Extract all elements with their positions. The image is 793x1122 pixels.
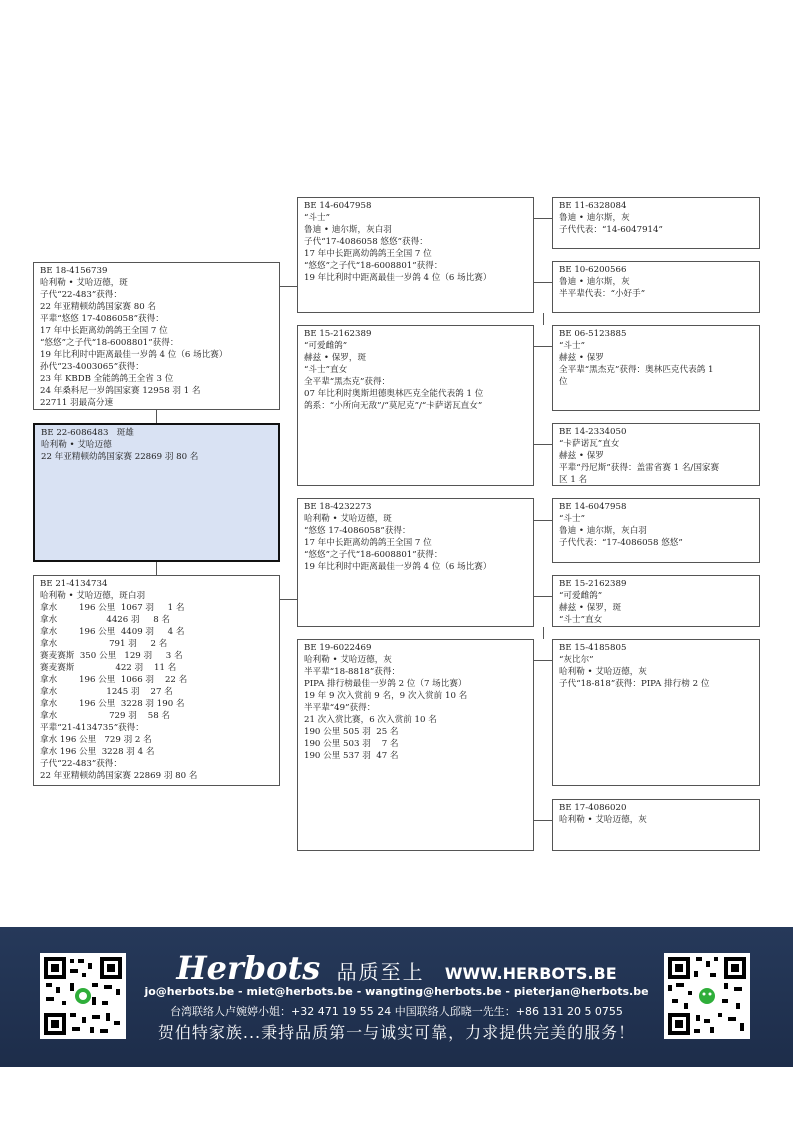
card-line: 区 1 名 xyxy=(559,475,588,485)
dam-sire-card xyxy=(297,498,534,627)
connector xyxy=(156,562,157,575)
card-line: 平辈“悠悠 17-4086058”获得： xyxy=(40,314,164,324)
ring-number: BE 15-4185805 xyxy=(559,643,627,653)
card-line: “斗士” xyxy=(559,514,585,524)
card-line: 17 年中长距离幼鸽鸽王全国 7 位 xyxy=(304,249,432,259)
dds-card xyxy=(552,639,760,786)
card-line: “斗士” xyxy=(304,213,330,223)
card-line: 赫兹 • 保罗，斑 xyxy=(559,603,622,613)
dsd-card xyxy=(552,575,760,627)
card-line: 拿水 196 公里 729 羽 2 名 xyxy=(40,735,152,745)
connector xyxy=(534,346,552,347)
connector xyxy=(534,282,552,283)
card-line: 赫兹 • 保罗 xyxy=(559,353,604,363)
card-line: “斗士”直女 xyxy=(559,615,603,625)
card-line: “悠悠 17-4086058”获得： xyxy=(304,526,411,536)
card-line: “可爱雌鸽” xyxy=(304,341,348,351)
card-line: 鲁迪 • 迪尔斯，灰白羽 xyxy=(304,225,392,235)
card-line: 鲁迪 • 迪尔斯，灰 xyxy=(559,213,630,223)
ring-number: BE 10-6200566 xyxy=(559,265,627,275)
card-line: 拿水 196 公里 1066 羽 22 名 xyxy=(40,675,188,685)
dam-dam-card xyxy=(297,639,534,851)
card-line: 17 年中长距离幼鸽鸽王全国 7 位 xyxy=(40,326,168,336)
slogan: 品质至上 xyxy=(336,960,425,984)
card-line: 半平辈代表：“小好手” xyxy=(559,289,646,299)
ring-number: BE 15-2162389 xyxy=(304,329,372,339)
card-line: 哈利勒 • 艾哈迈德，灰 xyxy=(304,655,392,665)
ring-number: BE 11-6328084 xyxy=(559,201,627,211)
ring-number: BE 06-5123885 xyxy=(559,329,627,339)
card-line: 赫兹 • 保罗，斑 xyxy=(304,353,367,363)
card-line: 21 次入赏比赛，6 次入赏前 10 名 xyxy=(304,715,437,725)
connector xyxy=(534,444,552,445)
card-line: 位 xyxy=(559,377,568,387)
card-line: “悠悠”之子代“18-6008801”获得： xyxy=(304,261,443,271)
connector xyxy=(543,313,544,325)
card-line: 190 公里 537 羽 47 名 xyxy=(304,751,399,761)
sire-sire-card xyxy=(297,197,534,313)
connector xyxy=(280,599,297,600)
dss-card xyxy=(552,498,760,563)
card-line: 拿水 4426 羽 8 名 xyxy=(40,615,171,625)
card-line: 哈利勒 • 艾哈迈德，斑 xyxy=(40,278,128,288)
card-line: 哈利勒 • 艾哈迈德，灰 xyxy=(559,815,647,825)
card-line: 190 公里 503 羽 7 名 xyxy=(304,739,399,749)
card-line: 子代代表：“17-4086058 悠悠” xyxy=(559,538,683,548)
card-line: “悠悠”之子代“18-6008801”获得： xyxy=(40,338,179,348)
brand-row xyxy=(0,949,793,987)
card-line: 赛麦赛斯 422 羽 11 名 xyxy=(40,663,177,673)
sire-card xyxy=(33,262,280,410)
contacts-line: 台湾联络人卢婉婷小姐：+32 471 19 55 24 中国联络人邱晓一先生：+86 131 20 5 0755 xyxy=(170,1005,623,1018)
ring-number: BE 19-6022469 xyxy=(304,643,372,653)
card-line: 07 年比利时奥斯坦德奥林匹克全能代表鸽 1 位 xyxy=(304,389,484,399)
footer-banner xyxy=(0,927,793,1067)
card-line: 22 年亚精顿幼鸽国家赛 80 名 xyxy=(40,302,157,312)
ring-number: BE 14-6047958 xyxy=(304,201,372,211)
card-line: 子代“22-483”获得： xyxy=(40,290,122,300)
card-line: 全平辈“黑杰克”获得： xyxy=(304,377,391,387)
connector xyxy=(534,218,552,219)
card-line: “斗士”直女 xyxy=(304,365,348,375)
card-line: 子代“17-4086058 悠悠”获得： xyxy=(304,237,428,247)
sss-card xyxy=(552,197,760,249)
card-line: 19 年 9 次入赏前 9 名，9 次入赏前 10 名 xyxy=(304,691,468,701)
card-line: “卡萨诺瓦”直女 xyxy=(559,439,620,449)
card-line: 子代“18-818”获得：PIPA 排行榜 2 位 xyxy=(559,679,710,689)
ddd-card xyxy=(552,799,760,851)
card-line: 平辈“21-4134735”获得： xyxy=(40,723,144,733)
card-line: 17 年中长距离幼鸽鸽王全国 7 位 xyxy=(304,538,432,548)
ring-number: BE 14-2334050 xyxy=(559,427,627,437)
card-line: “悠悠”之子代“18-6008801”获得： xyxy=(304,550,443,560)
card-line: PIPA 排行榜最佳一岁鸽 2 位（7 场比赛） xyxy=(304,679,467,689)
card-line: 19 年比利时中距离最佳一岁鸽 4 位（6 场比赛） xyxy=(304,562,492,572)
herbots-logo: Herbots xyxy=(176,949,321,987)
card-line: 拿水 729 羽 58 名 xyxy=(40,711,171,721)
card-line: 平辈“丹尼斯”获得：盖雷省赛 1 名/国家赛 xyxy=(559,463,720,473)
connector xyxy=(534,520,552,521)
card-line: “灰比尔” xyxy=(559,655,594,665)
card-line: 22711 羽最高分速 xyxy=(40,398,114,408)
ring-number: BE 18-4232273 xyxy=(304,502,372,512)
card-line: 22 年亚精顿幼鸽国家赛 22869 羽 80 名 xyxy=(41,452,199,462)
card-line: 哈利勒 • 艾哈迈德，灰 xyxy=(559,667,647,677)
card-line: 鸽系：“小所向无敌”/“莫尼克”/“卡萨诺瓦直女” xyxy=(304,401,483,411)
emails-line[interactable]: jo@herbots.be - miet@herbots.be - wangting@herbots.be - pieterjan@herbots.be xyxy=(144,985,649,998)
sdd-card xyxy=(552,423,760,486)
sds-card xyxy=(552,325,760,411)
connector xyxy=(543,627,544,639)
card-line: 拿水 196 公里 3228 羽 4 名 xyxy=(40,747,155,757)
ring-number: BE 22-6086483 斑雄 xyxy=(41,428,134,438)
card-line: “斗士” xyxy=(559,341,585,351)
card-line: 19 年比利时中距离最佳一岁鸽 4 位（6 场比赛） xyxy=(304,273,492,283)
ssd-card xyxy=(552,261,760,313)
connector xyxy=(280,286,297,287)
dam-card xyxy=(33,575,280,786)
card-line: 鲁迪 • 迪尔斯，灰白羽 xyxy=(559,526,647,536)
ring-number: BE 14-6047958 xyxy=(559,502,627,512)
card-line: 赛麦赛斯 350 公里 129 羽 3 名 xyxy=(40,651,183,661)
card-line: 拿水 196 公里 4409 羽 4 名 xyxy=(40,627,185,637)
card-line: “可爱雌鸽” xyxy=(559,591,603,601)
connector xyxy=(534,820,552,821)
card-line: 哈利勒 • 艾哈迈德 xyxy=(41,440,112,450)
card-line: 19 年比利时中距离最佳一岁鸽 4 位（6 场比赛） xyxy=(40,350,228,360)
tagline: 贺伯特家族...秉持品质第一与诚实可靠，力求提供完美的服务！ xyxy=(157,1023,636,1042)
card-line: 拿水 791 羽 2 名 xyxy=(40,639,168,649)
ring-number: BE 21-4134734 xyxy=(40,579,108,589)
subject-card xyxy=(33,423,280,562)
card-line: 哈利勒 • 艾哈迈德，斑 xyxy=(304,514,392,524)
card-line: 半平辈“49”获得： xyxy=(304,703,376,713)
card-line: 24 年桑科尼一岁鸽国家赛 12958 羽 1 名 xyxy=(40,386,201,396)
connector xyxy=(534,596,552,597)
card-line: 22 年亚精顿幼鸽国家赛 22869 羽 80 名 xyxy=(40,771,198,781)
website-link[interactable]: WWW.HERBOTS.BE xyxy=(444,964,617,983)
ring-number: BE 18-4156739 xyxy=(40,266,108,276)
ring-number: BE 17-4086020 xyxy=(559,803,627,813)
card-line: 鲁迪 • 迪尔斯，灰 xyxy=(559,277,630,287)
connector xyxy=(534,660,552,661)
card-line: 孙代“23-4003065”获得： xyxy=(40,362,144,372)
connector xyxy=(156,410,157,423)
card-line: 拿水 1245 羽 27 名 xyxy=(40,687,173,697)
ring-number: BE 15-2162389 xyxy=(559,579,627,589)
card-line: 哈利勒 • 艾哈迈德，斑白羽 xyxy=(40,591,146,601)
card-line: 子代“22-483”获得： xyxy=(40,759,122,769)
card-line: 半平辈“18-8818”获得： xyxy=(304,667,401,677)
card-line: 190 公里 505 羽 25 名 xyxy=(304,727,399,737)
card-line: 拿水 196 公里 1067 羽 1 名 xyxy=(40,603,185,613)
card-line: 子代代表：“14-6047914” xyxy=(559,225,663,235)
card-line: 拿水 196 公里 3228 羽 190 名 xyxy=(40,699,185,709)
card-line: 23 年 KBDB 全能鸽鸽王全省 3 位 xyxy=(40,374,174,384)
sire-dam-card xyxy=(297,325,534,486)
card-line: 全平辈“黑杰克”获得：奥林匹克代表鸽 1 xyxy=(559,365,714,375)
card-line: 赫兹 • 保罗 xyxy=(559,451,604,461)
